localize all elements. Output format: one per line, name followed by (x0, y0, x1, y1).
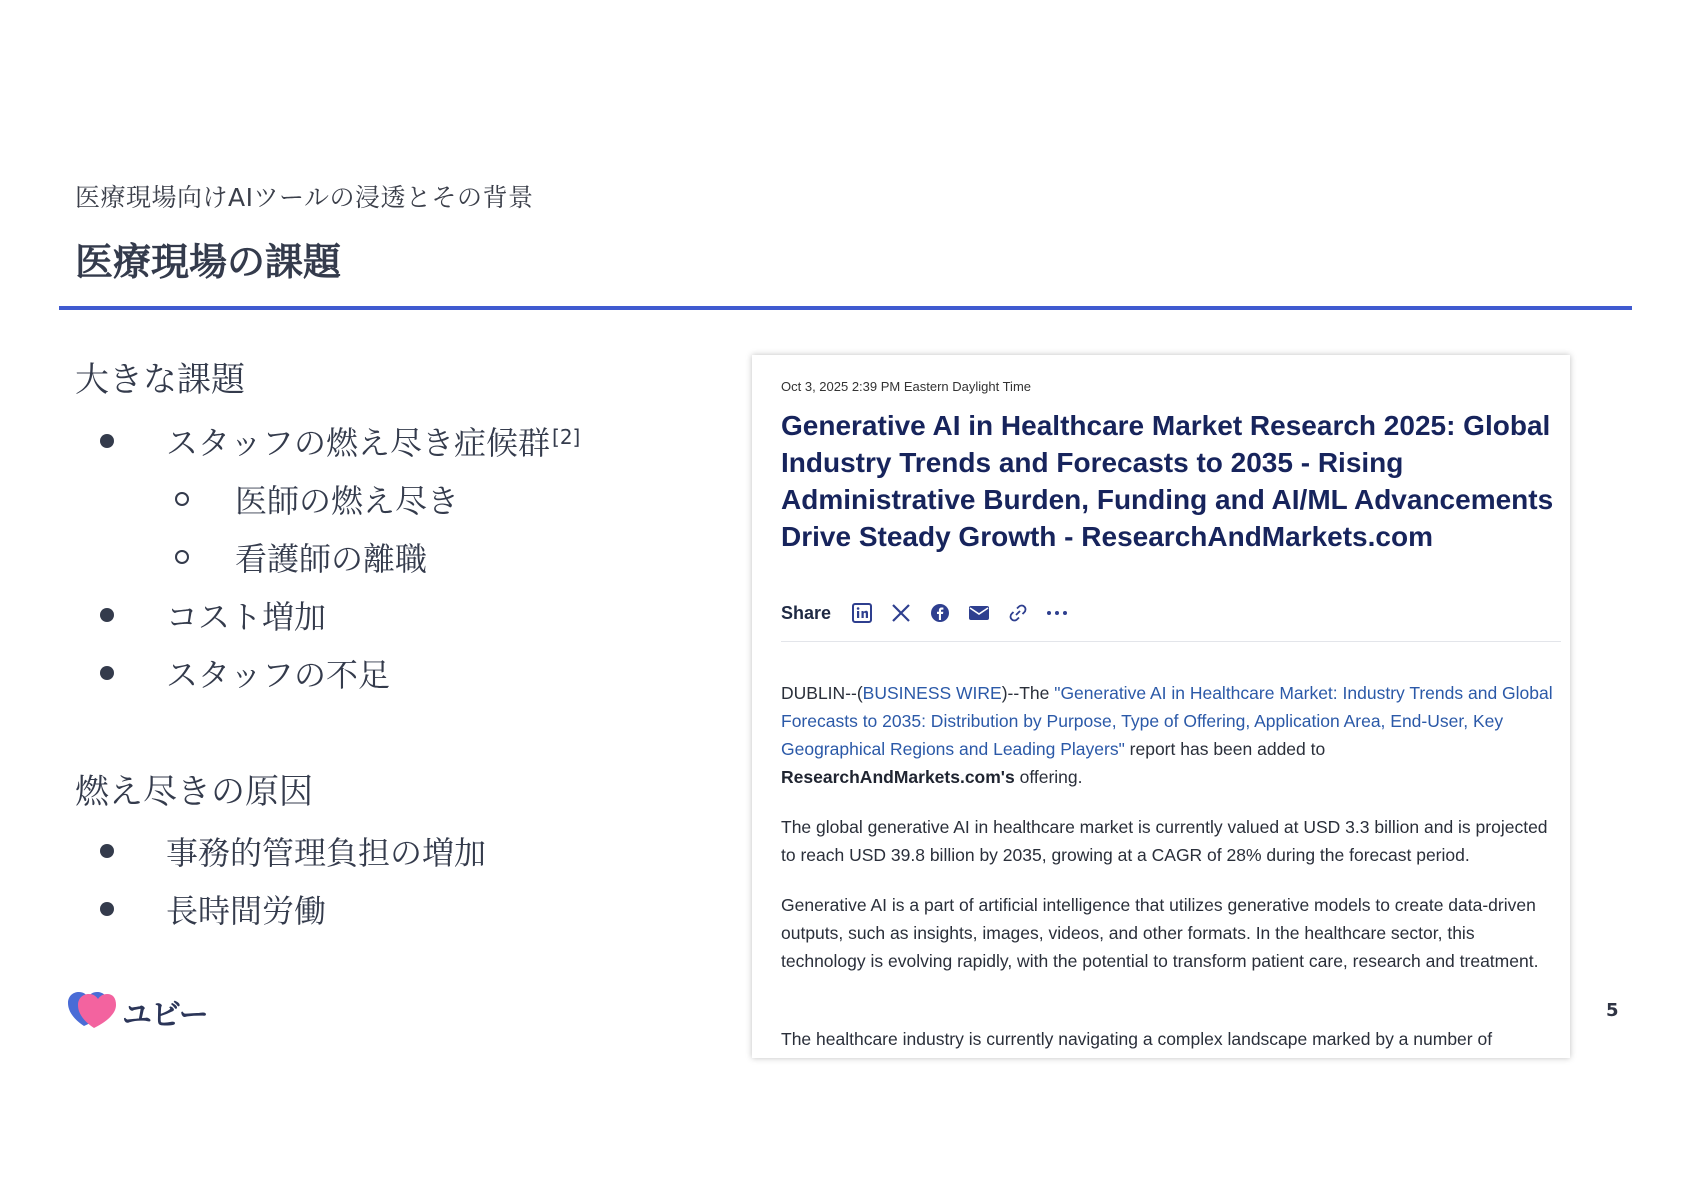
bullet-ring (175, 550, 189, 564)
list-item (75, 886, 326, 932)
list-item (75, 650, 390, 696)
list-item-text: スタッフの燃え尽き症候群 (166, 424, 551, 462)
list-item (75, 592, 326, 638)
heart-logo-icon (68, 990, 116, 1034)
paragraph-text: )--The (1001, 683, 1055, 703)
article-paragraph-1 (781, 679, 1561, 791)
link-icon[interactable] (1007, 602, 1029, 624)
bullet-dot (100, 608, 114, 622)
list-item-text: コスト増加 (166, 598, 327, 636)
section-heading-causes: 燃え尽きの原因 (75, 772, 313, 812)
list-item-text: 医師の燃え尽き (235, 482, 460, 520)
list-item-text: 事務的管理負担の増加 (166, 834, 487, 872)
paragraph-text: offering. (1014, 767, 1083, 787)
article-card (752, 355, 1570, 1058)
slide-title: 医療現場の課題 (75, 240, 342, 284)
facebook-icon[interactable] (929, 602, 951, 624)
company-logo (68, 990, 208, 1034)
article-paragraph-2: The global generative AI in healthcare market is currently valued at USD 3.3 billion and is projected to reach USD 39.8 billion by 2035, growing at a CAGR of 28% during the forecast period. (781, 817, 1548, 865)
bullet-dot (100, 666, 114, 680)
slide-subtitle: 医療現場向けAIツールの浸透とその背景 (75, 183, 534, 212)
email-icon[interactable] (968, 602, 990, 624)
share-label: Share (781, 602, 832, 623)
article-paragraph-3: Generative AI is a part of artificial intelligence that utilizes generative models to create data-driven outputs, such as insights, images, videos, and other formats. In the healthcare sector, this technology is evolving rapidly, with the potential to transform patient care, research and treatment. (781, 895, 1539, 971)
more-icon[interactable] (1046, 602, 1068, 624)
x-icon[interactable] (890, 602, 912, 624)
bullet-dot (100, 434, 114, 448)
list-item (75, 828, 486, 874)
business-wire-link[interactable]: BUSINESS WIRE (862, 683, 1002, 703)
page-number: 5 (1606, 1000, 1619, 1021)
report-title-link[interactable]: "Generative AI in Healthcare Market: Industry Trends and Global Forecasts to 2035: Distribution by Purpose, Type of Offering, Application Area, End-User, Key Geographical Regions and Leading Players" (781, 683, 1553, 759)
section-heading-challenges: 大きな課題 (75, 360, 245, 400)
citation-sup: [2] (552, 425, 581, 449)
dateline-text: DUBLIN--( (781, 683, 863, 703)
paragraph-text: report has been added to (1124, 739, 1326, 759)
list-item-text: スタッフの不足 (166, 656, 391, 694)
title-divider (59, 306, 1632, 310)
article-paragraph-4: The healthcare industry is currently navigating a complex landscape marked by a number of (781, 1029, 1493, 1049)
sub-list-item (168, 534, 427, 580)
article-date: Oct 3, 2025 2:39 PM Eastern Daylight Time (781, 379, 1032, 394)
list-item-text: 看護師の離職 (235, 540, 428, 578)
bullet-dot (100, 902, 114, 916)
share-bar (781, 602, 1085, 624)
list-item (75, 418, 580, 464)
logo-text: ユビー (122, 998, 208, 1033)
linkedin-icon[interactable] (851, 602, 873, 624)
bullet-dot (100, 844, 114, 858)
article-headline[interactable]: Generative AI in Healthcare Market Research 2025: Global Industry Trends and Forecasts to 2035 - Rising Administrative Burden, Funding and AI/ML Advancements Drive Steady Growth - ResearchAndMarkets.com (781, 410, 1554, 552)
bullet-ring (175, 492, 189, 506)
list-item-text: 長時間労働 (166, 892, 327, 930)
share-divider (781, 641, 1561, 642)
sub-list-item (168, 476, 459, 522)
publisher-name: ResearchAndMarkets.com's (781, 767, 1015, 787)
